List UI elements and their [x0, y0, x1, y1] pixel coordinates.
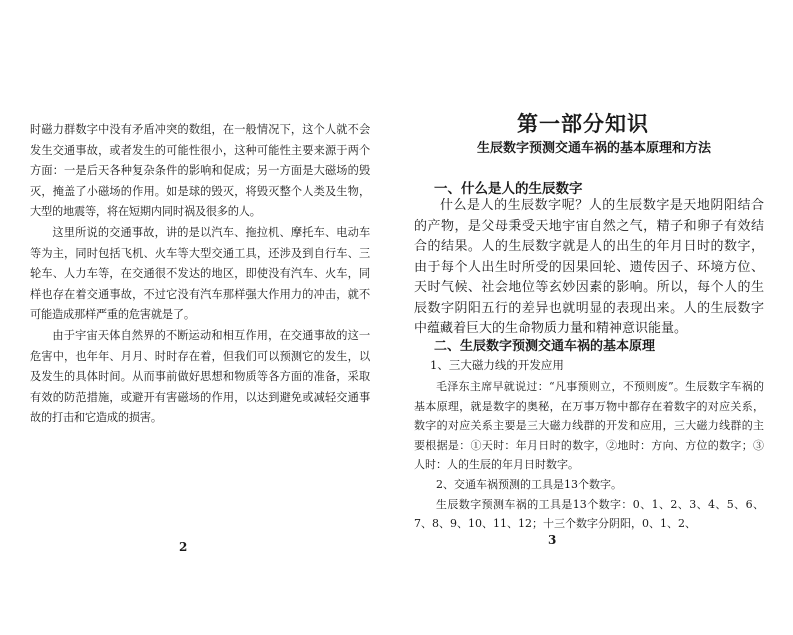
section-1-paragraph: 什么是人的生辰数字呢？人的生辰数字是天地阴阳结合的产物，是父母秉受天地宇宙自然之气，精子和卵子有效结合的结果。人的生辰数字就是人的出生的年月日时的数字，由于每个人出生时所受的因果回轮、遗传因子、环境方位、天时气候、社会地位等玄妙因素的影响。所以，每个人的生辰数字阴阳五行的差异也就明显的表现出来。人的生辰数字中蕴藏着巨大的生命物质力量和精神意识能量。	[414, 198, 764, 336]
left-paragraph-1: 时磁力群数字中没有矛盾冲突的数组，在一般情况下，这个人就不会发生交通事故，或者发生的可能性很小，这种可能性主要来源于两个方面：一是后天各种复杂条件的影响和促成；另一方面是大磁场的毁灭，掩盖了小磁场的作用。如是球的毁灭，将毁灭整个人类及生物，大型的地震等，将在短期内同时祸及很多的人。	[30, 123, 370, 219]
right-page-number: 3	[548, 533, 557, 547]
left-page-body	[30, 120, 370, 429]
section-2-body	[414, 377, 764, 534]
chapter-subtitle: 生辰数字预测交通车祸的基本原理和方法	[476, 141, 711, 156]
subsection-1-heading: 1、三大磁力线的开发应用	[430, 358, 564, 372]
section-2-heading: 二、生辰数字预测交通车祸的基本原理	[434, 339, 656, 354]
left-paragraph-2: 这里所说的交通事故，讲的是以汽车、拖拉机、摩托车、电动车等为主，同时包括飞机、火车等大型交通工具，还涉及到自行车、三轮车、人力车等，在交通很不发达的地区，即使没有汽车、火车，同样也存在着交通事故，不过它没有汽车那样强大作用力的冲击，就不可能造成那样严重的危害就是了。	[30, 225, 370, 322]
left-page	[0, 0, 396, 635]
section-2-paragraph-1: 毛泽东主席早就说过：“凡事预则立，不预则废”。生辰数字车祸的基本原理，就是数字的奥秘，在万事万物中都存在着数字的对应关系，数字的对应关系主要是三大磁力线群的开发和应用，三大磁力线群的主要根据是：①天时：年月日时的数字，②地时：方向、方位的数字；③人时：人的生辰的年月日时数字。	[414, 380, 764, 472]
left-paragraph-3: 由于宇宙天体自然界的不断运动和相互作用，在交通事故的这一危害中，也年年、月月、时时存在着，但我们可以预测它的发生，以及发生的具体时间。从而事前做好思想和物质等各方面的准备，采取有效的防范措施，或避开有害磁场的作用，以达到避免或减轻交通事故的打击和它造成的损害。	[30, 328, 370, 425]
section-1-body	[414, 196, 764, 340]
part-title: 第一部分知识	[517, 111, 649, 136]
left-page-number: 2	[179, 540, 188, 554]
right-page	[396, 0, 793, 635]
section-1-heading: 一、什么是人的生辰数字	[434, 181, 583, 197]
section-2-paragraph-3: 生辰数字预测车祸的工具是13个数字：0、1、2、3、4、5、6、7、8、9、10、11、12；十三个数字分阴阳，0、1、2、	[414, 497, 764, 531]
section-2-paragraph-2: 2、交通车祸预测的工具是13个数字。	[436, 477, 622, 491]
